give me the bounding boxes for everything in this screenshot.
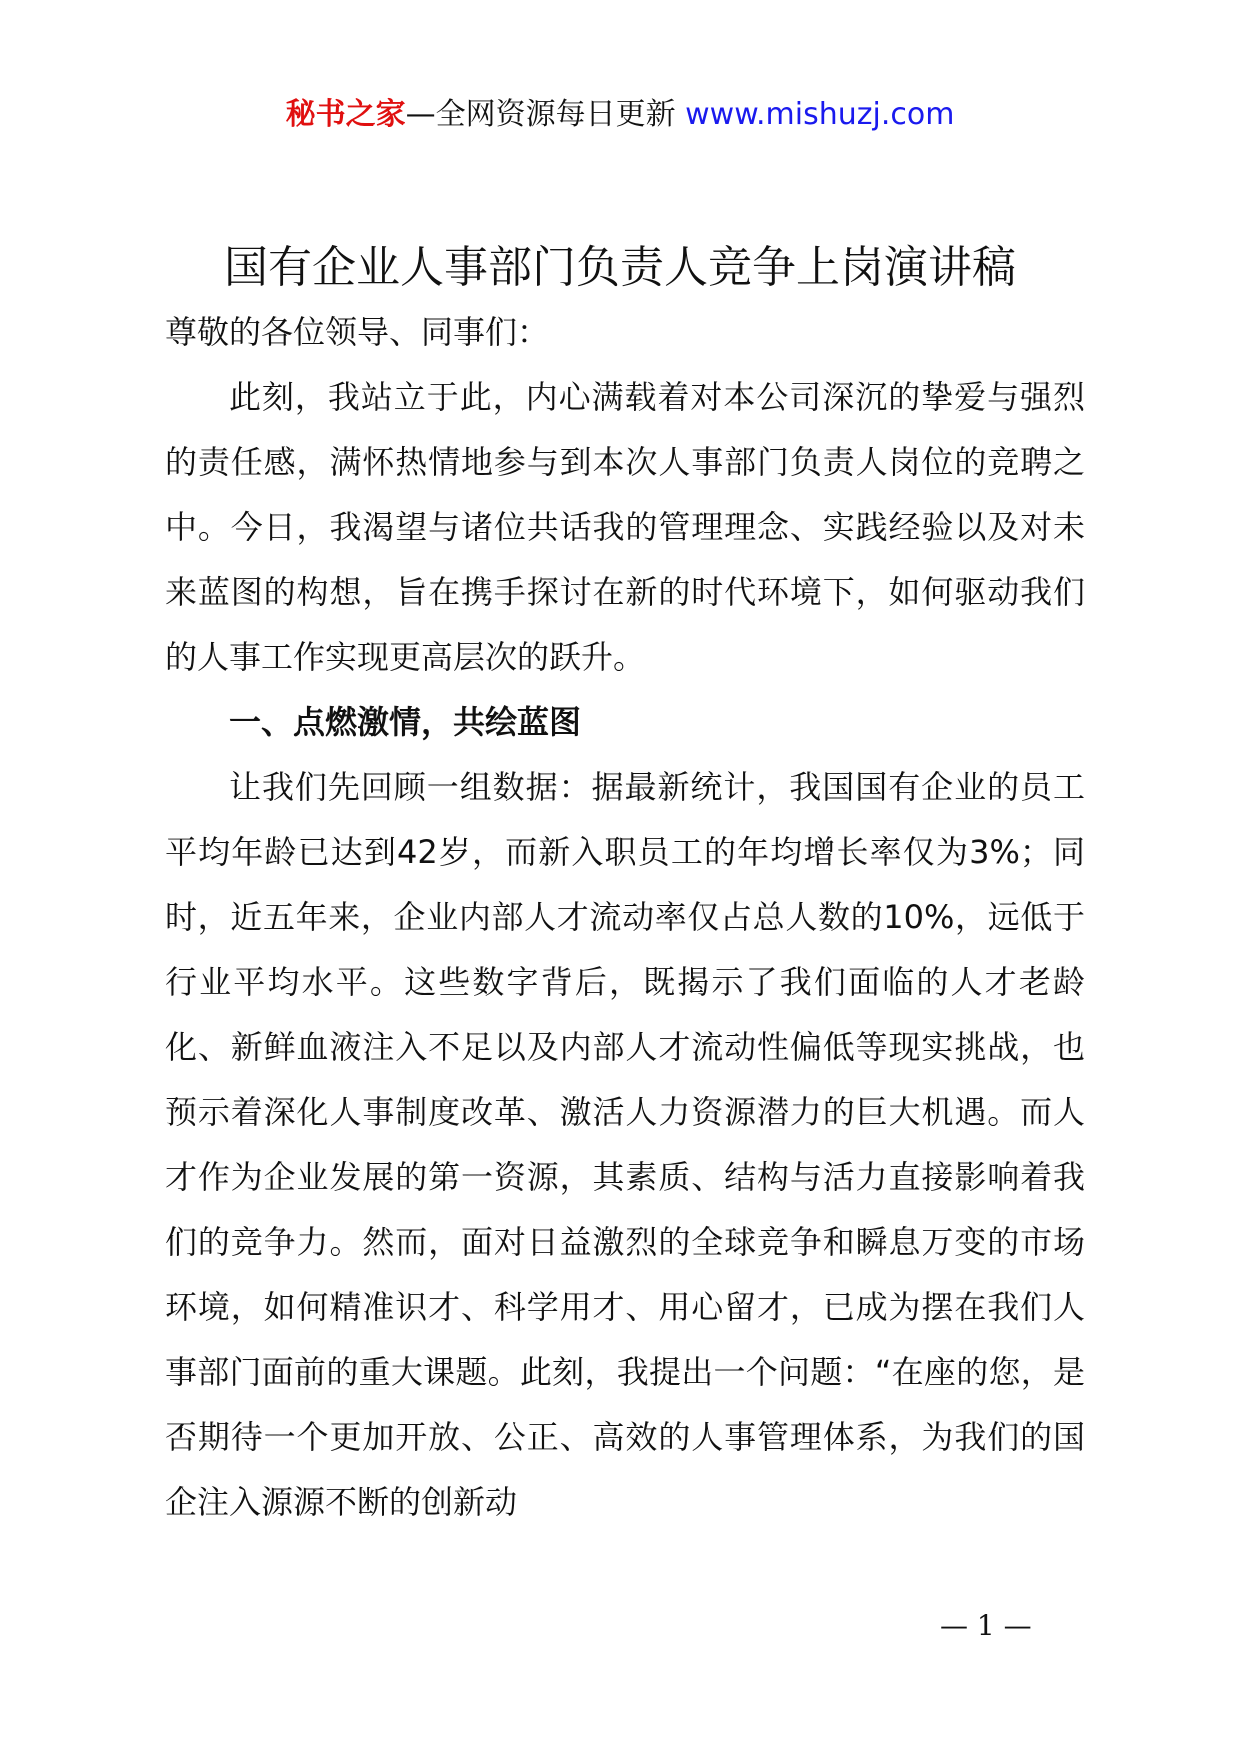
brand-name: 秘书之家 (285, 97, 406, 132)
page-number: — 1 — (940, 1609, 1032, 1642)
paragraph-intro: 此刻，我站立于此，内心满载着对本公司深沉的挚爱与强烈的责任感，满怀热情地参与到本次人事部门负责人岗位的竞聘之中。今日，我渴望与诸位共话我的管理理念、实践经验以及对未来蓝图的构想，旨在携手探讨在新的时代环境下，如何驱动我们的人事工作实现更高层次的跃升。 (165, 378, 1085, 676)
section-heading-1: 一、点燃激情，共绘蓝图 (229, 703, 582, 741)
document-body (165, 300, 1085, 1535)
salutation: 尊敬的各位领导、同事们： (165, 313, 550, 351)
paragraph-data-review: 让我们先回顾一组数据：据最新统计，我国国有企业的员工平均年龄已达到42岁，而新入职员工的年均增长率仅为3%；同时，近五年来，企业内部人才流动率仅占总人数的10%，远低于行业平均水平。这些数字背后，既揭示了我们面临的人才老龄化、新鲜血液注入不足以及内部人才流动性偏低等现实挑战，也预示着深化人事制度改革、激活人力资源潜力的巨大机遇。而人才作为企业发展的第一资源，其素质、结构与活力直接影响着我们的竞争力。然而，面对日益激烈的全球竞争和瞬息万变的市场环境，如何精准识才、科学用才、用心留才，已成为摆在我们人事部门面前的重大课题。此刻，我提出一个问题：“在座的您，是否期待一个更加开放、公正、高效的人事管理体系，为我们的国企注入源源不断的创新动 (165, 768, 1085, 1521)
site-header (0, 95, 1240, 135)
header-tagline: —全网资源每日更新 (405, 97, 686, 132)
document-title: 国有企业人事部门负责人竞争上岗演讲稿 (224, 242, 1016, 293)
site-url-link[interactable]: www.mishuzj.com (685, 97, 955, 132)
